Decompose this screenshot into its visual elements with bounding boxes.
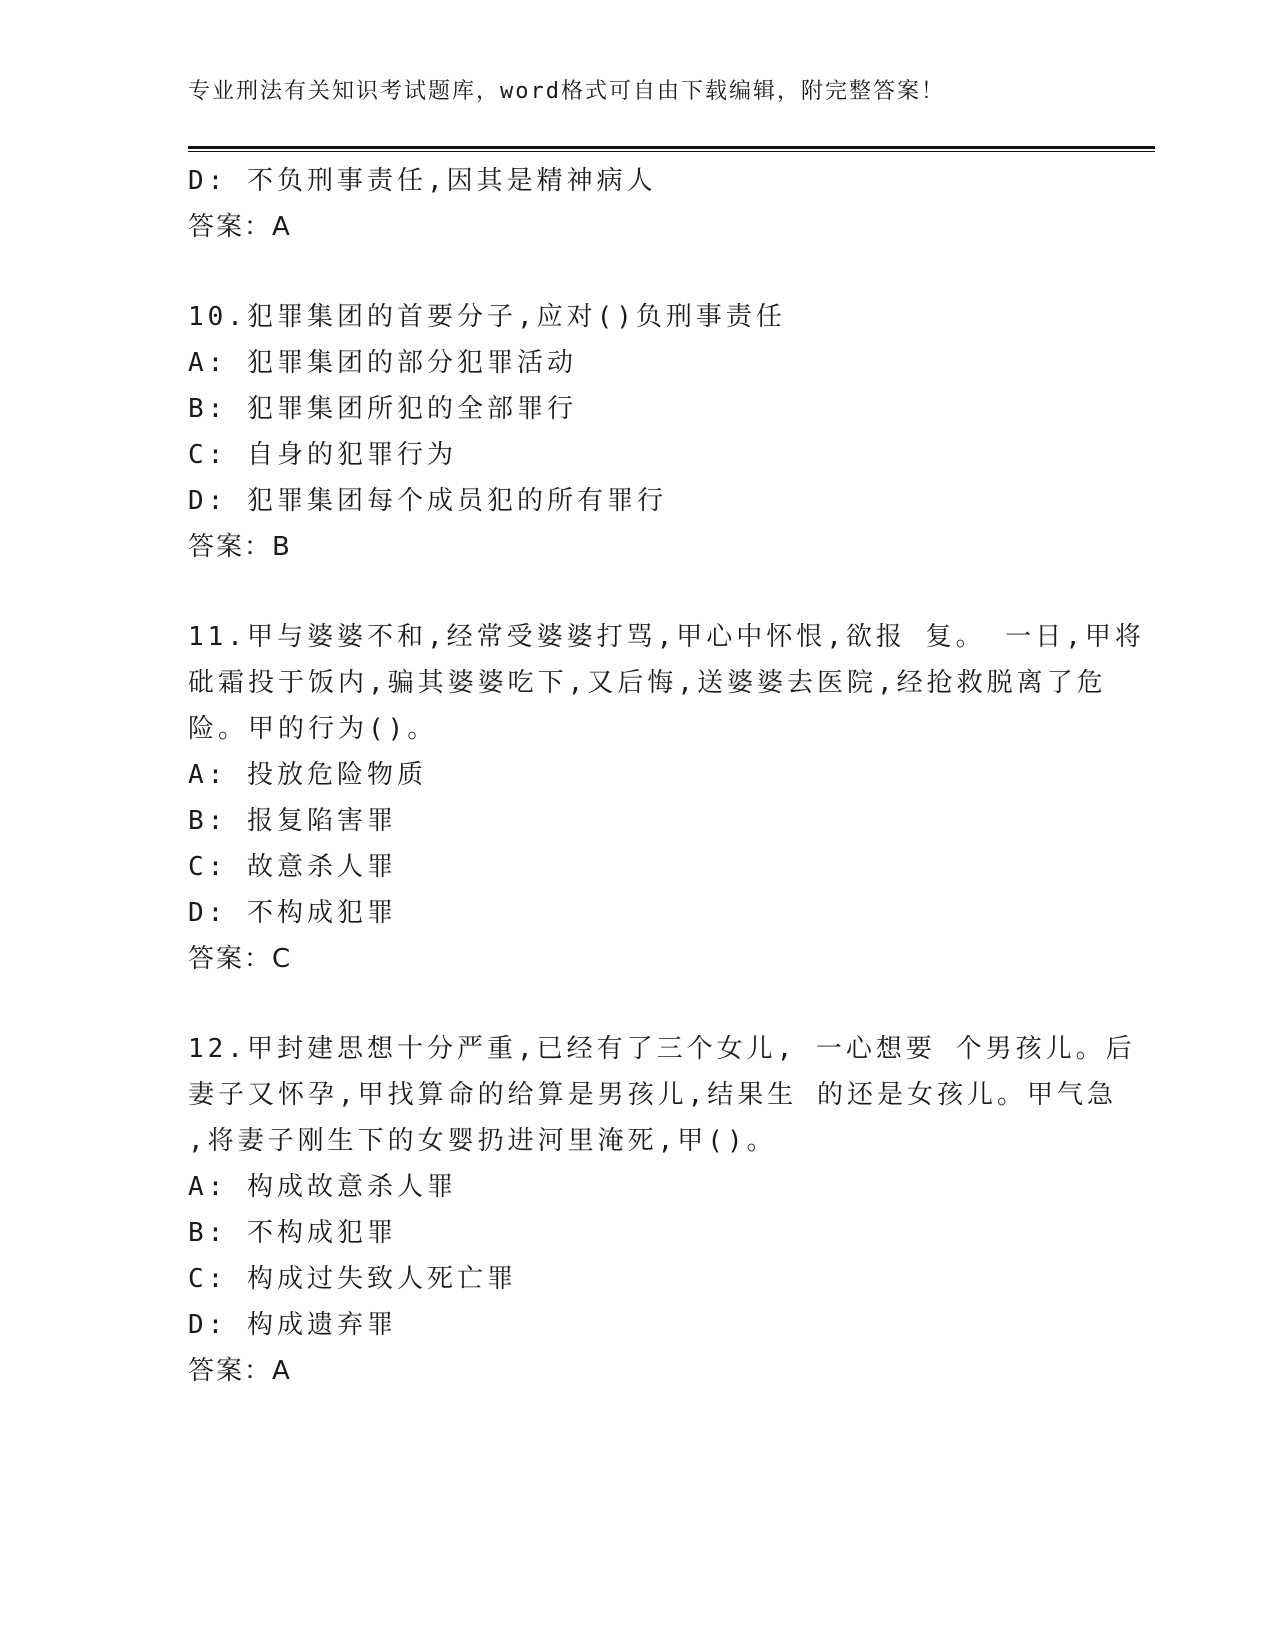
option-d: D: 不负刑事责任,因其是精神病人: [188, 166, 657, 196]
option-b: B: 犯罪集团所犯的全部罪行: [188, 394, 577, 424]
answer-line: 答案：B: [188, 532, 292, 562]
option-b: B: 报复陷害罪: [188, 806, 397, 836]
header-rule-thin: [188, 151, 1155, 152]
option-d: D: 构成遗弃罪: [188, 1310, 397, 1340]
header-rule-thick: [188, 146, 1155, 149]
option-d: D: 犯罪集团每个成员犯的所有罪行: [188, 486, 667, 516]
question-stem-line-2: 砒霜投于饭内,骗其婆婆吃下,又后悔,送婆婆去医院,经抢救脱离了危: [188, 668, 1107, 698]
option-c: C: 自身的犯罪行为: [188, 440, 457, 470]
option-a: A: 犯罪集团的部分犯罪活动: [188, 348, 577, 378]
answer-line: 答案：A: [188, 212, 292, 242]
option-d: D: 不构成犯罪: [188, 898, 397, 928]
option-c: C: 故意杀人罪: [188, 852, 397, 882]
question-stem-line-1: 12.甲封建思想十分严重,已经有了三个女儿, 一心想要 个男孩儿。后: [188, 1034, 1136, 1064]
question-stem-line-3: 险。甲的行为()。: [188, 714, 438, 744]
option-a: A: 投放危险物质: [188, 760, 427, 790]
question-stem-line-2: 妻子又怀孕,甲找算命的给算是男孩儿,结果生 的还是女孩儿。甲气急: [188, 1080, 1117, 1110]
option-b: B: 不构成犯罪: [188, 1218, 397, 1248]
option-c: C: 构成过失致人死亡罪: [188, 1264, 517, 1294]
question-12: [188, 1026, 1136, 1394]
page-header: 专业刑法有关知识考试题库，word格式可自由下载编辑，附完整答案！: [188, 79, 945, 104]
answer-line: 答案：A: [188, 1356, 292, 1386]
question-stem: 10.犯罪集团的首要分子,应对()负刑事责任: [188, 302, 786, 332]
document-body: [188, 158, 1145, 1394]
question-stem-line-1: 11.甲与婆婆不和,经常受婆婆打骂,甲心中怀恨,欲报 复。 一日,甲将: [188, 622, 1145, 652]
question-stem-line-3: ,将妻子刚生下的女婴扔进河里淹死,甲()。: [188, 1126, 777, 1156]
answer-line: 答案：C: [188, 944, 293, 974]
question-10: [188, 294, 1088, 570]
question-11: [188, 614, 1145, 982]
option-a: A: 构成故意杀人罪: [188, 1172, 457, 1202]
